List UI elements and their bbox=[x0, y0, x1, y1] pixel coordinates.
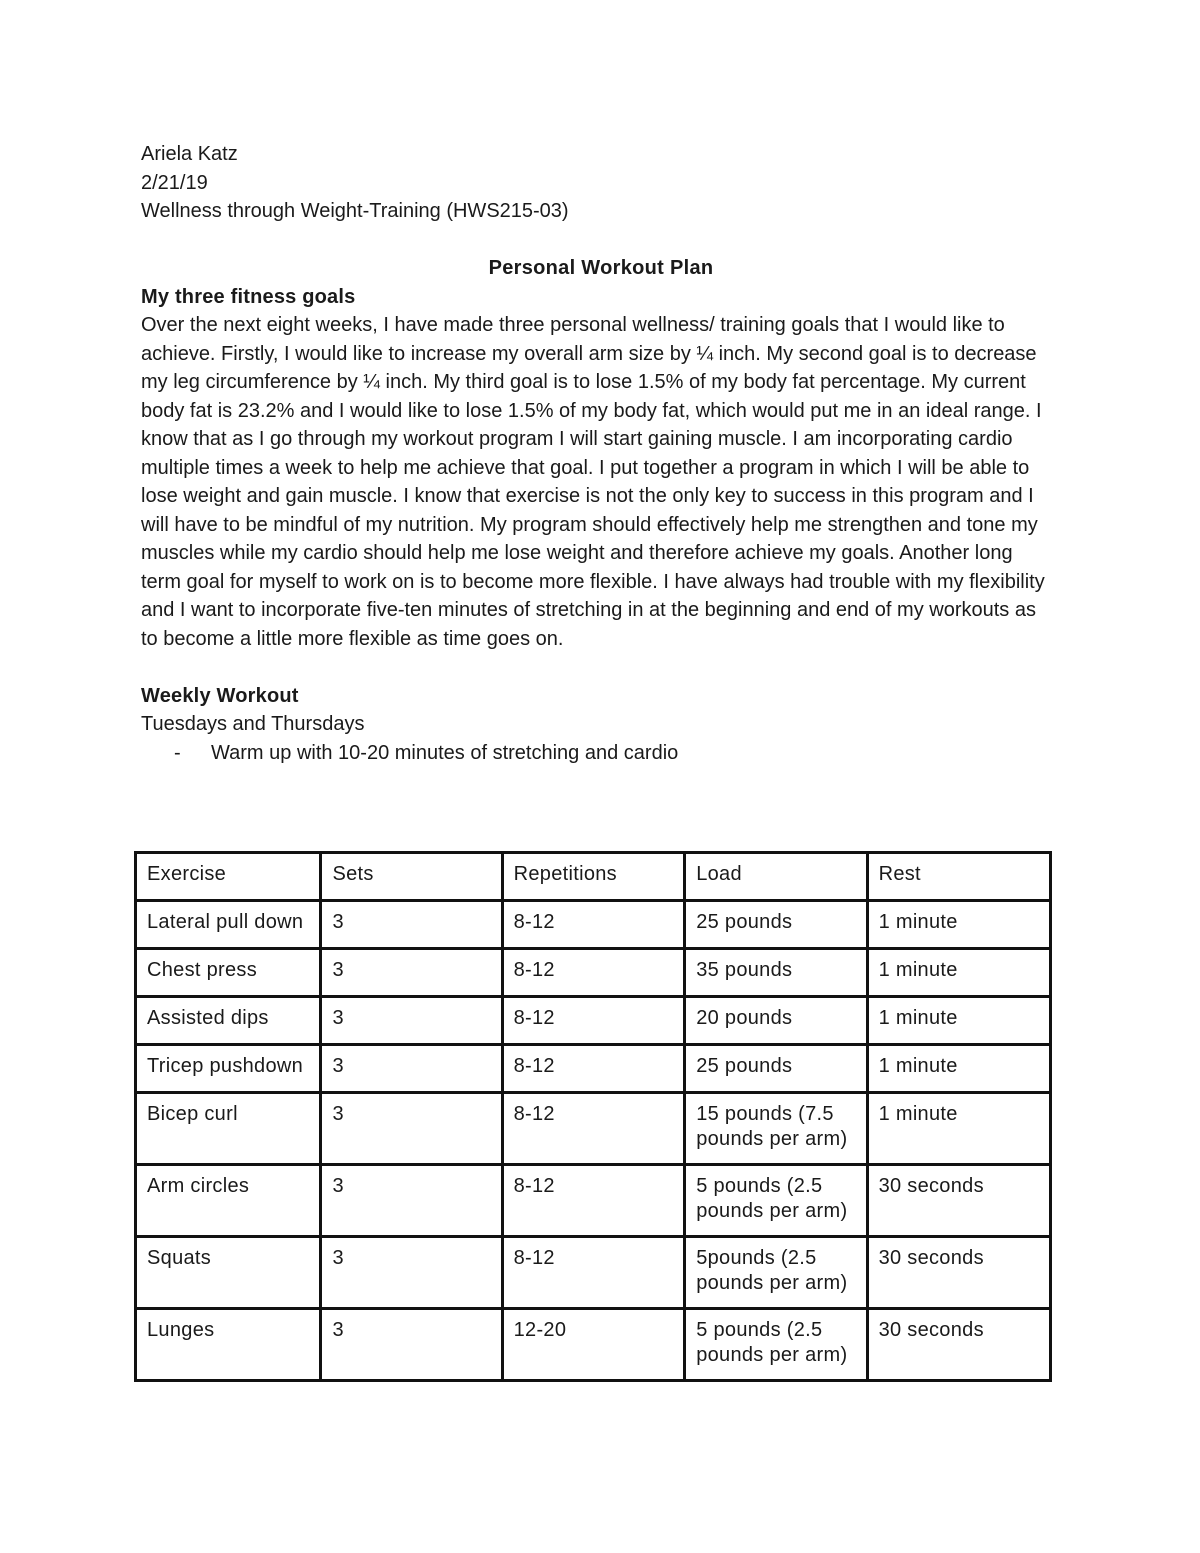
table-cell: 3 bbox=[321, 1309, 502, 1381]
table-cell: Squats bbox=[136, 1237, 321, 1309]
table-row bbox=[136, 901, 1051, 949]
table-header-row bbox=[136, 853, 1051, 901]
document-date: 2/21/19 bbox=[141, 171, 208, 194]
table-cell: 3 bbox=[321, 949, 502, 997]
table-row bbox=[136, 949, 1051, 997]
table-cell: Arm circles bbox=[136, 1165, 321, 1237]
bullet-dash: - bbox=[174, 741, 181, 764]
author-name: Ariela Katz bbox=[141, 143, 238, 165]
table-cell: 3 bbox=[321, 1237, 502, 1309]
workout-days: Tuesdays and Thursdays bbox=[141, 713, 365, 735]
table-cell: 30 seconds bbox=[867, 1309, 1050, 1381]
table-cell: 1 minute bbox=[867, 997, 1050, 1045]
table-cell: 30 seconds bbox=[867, 1165, 1050, 1237]
table-cell: 12-20 bbox=[502, 1309, 685, 1381]
table-cell: 3 bbox=[321, 1093, 502, 1165]
table-cell: 20 pounds bbox=[685, 997, 867, 1045]
table-cell: 8-12 bbox=[502, 1237, 685, 1309]
table-cell: Chest press bbox=[136, 949, 321, 997]
table-cell: 30 seconds bbox=[867, 1237, 1050, 1309]
document-title: Personal Workout Plan bbox=[488, 257, 714, 279]
table-row bbox=[136, 1237, 1051, 1309]
table-cell: 3 bbox=[321, 997, 502, 1045]
table-row bbox=[136, 1309, 1051, 1381]
table-cell: Assisted dips bbox=[136, 997, 321, 1045]
header-cell: Exercise bbox=[136, 853, 321, 901]
table-row bbox=[136, 1165, 1051, 1237]
header-cell: Load bbox=[685, 853, 867, 901]
table-cell: 25 pounds bbox=[685, 1045, 867, 1093]
table-row bbox=[136, 1093, 1051, 1165]
bullet-text: Warm up with 10-20 minutes of stretching and cardio bbox=[211, 741, 679, 764]
table-cell: 1 minute bbox=[867, 1093, 1050, 1165]
table-cell: 25 pounds bbox=[685, 901, 867, 949]
table-cell: 5 pounds (2.5 pounds per arm) bbox=[685, 1165, 867, 1237]
table-cell: 15 pounds (7.5 pounds per arm) bbox=[685, 1093, 867, 1165]
table-cell: 3 bbox=[321, 901, 502, 949]
table-cell: Lateral pull down bbox=[136, 901, 321, 949]
goals-paragraph: Over the next eight weeks, I have made three personal wellness/ training goals that I would like to achieve. Firstly, I would like to increase my overall arm size by ¼ inch. My second goal is to decrease my leg circumference by ¼ inch. My third goal is to lose 1.5% of my body fat percentage. My current body fat is 23.2% and I would like to lose 1.5% of my body fat, which would put me in an ideal range. I know that as I go through my workout program I will start gaining muscle. I am incorporating cardio multiple times a week to help me achieve that goal. I put together a program in which I will be able to lose weight and gain muscle. I know that exercise is not the only key to success in this program and I will have to be mindful of my nutrition. My program should effectively help me strengthen and tone my muscles while my cardio should help me lose weight and therefore achieve my goals. Another long term goal for myself to work on is to become more flexible. I have always had trouble with my flexibility and I want to incorporate five-ten minutes of stretching in at the beginning and end of my workouts as to become a little more flexible as time goes on. bbox=[141, 314, 1045, 650]
goals-heading: My three fitness goals bbox=[141, 285, 356, 308]
header-cell: Repetitions bbox=[502, 853, 685, 901]
header-cell: Rest bbox=[867, 853, 1050, 901]
table-cell: 8-12 bbox=[502, 1045, 685, 1093]
document-page bbox=[141, 140, 1061, 767]
list-item bbox=[141, 739, 1061, 768]
table-cell: 1 minute bbox=[867, 949, 1050, 997]
table-cell: 3 bbox=[321, 1045, 502, 1093]
table-cell: Bicep curl bbox=[136, 1093, 321, 1165]
table-row bbox=[136, 997, 1051, 1045]
workout-table bbox=[134, 851, 1052, 1382]
table-cell: 35 pounds bbox=[685, 949, 867, 997]
table-cell: 8-12 bbox=[502, 1165, 685, 1237]
table-cell: 1 minute bbox=[867, 901, 1050, 949]
table-cell: Lunges bbox=[136, 1309, 321, 1381]
table-cell: 8-12 bbox=[502, 1093, 685, 1165]
weekly-workout-heading: Weekly Workout bbox=[141, 684, 299, 707]
table-cell: 5 pounds (2.5 pounds per arm) bbox=[685, 1309, 867, 1381]
table-cell: 8-12 bbox=[502, 997, 685, 1045]
course-name: Wellness through Weight-Training (HWS215-03) bbox=[141, 200, 569, 222]
table-cell: 5pounds (2.5 pounds per arm) bbox=[685, 1237, 867, 1309]
table-row bbox=[136, 1045, 1051, 1093]
table-cell: 3 bbox=[321, 1165, 502, 1237]
table-cell: 8-12 bbox=[502, 901, 685, 949]
header-cell: Sets bbox=[321, 853, 502, 901]
table-cell: 8-12 bbox=[502, 949, 685, 997]
table-cell: Tricep pushdown bbox=[136, 1045, 321, 1093]
table-cell: 1 minute bbox=[867, 1045, 1050, 1093]
